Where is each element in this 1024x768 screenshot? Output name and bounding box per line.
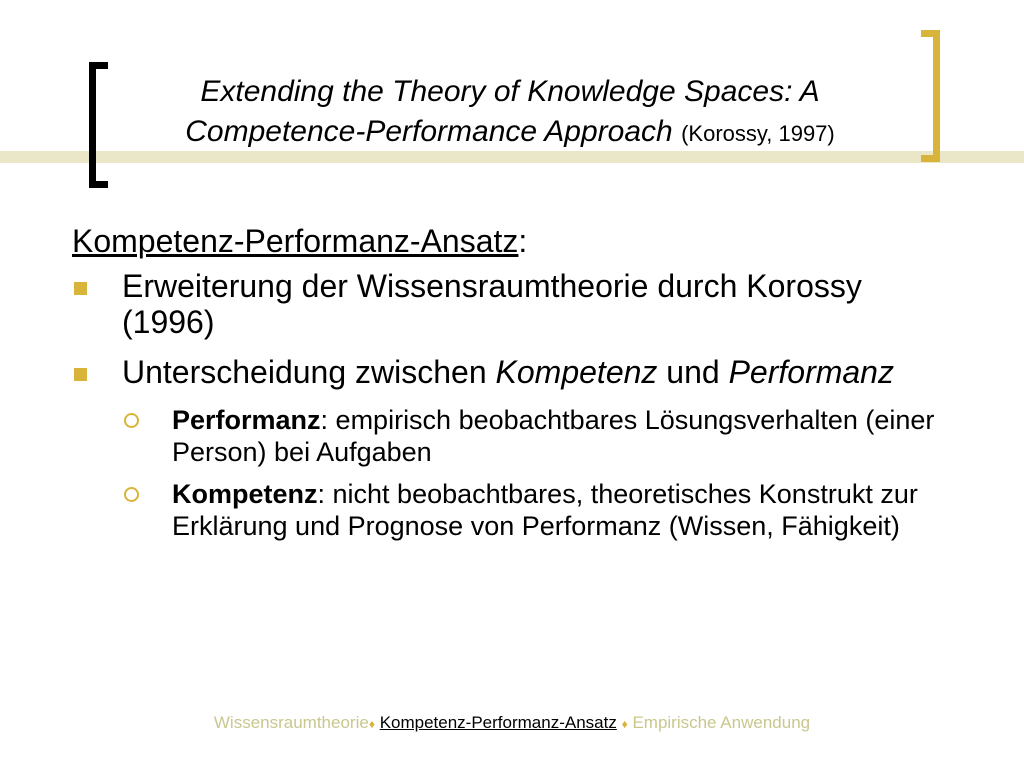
bullet-item-2-middle: und bbox=[657, 354, 729, 390]
subbullet-item-2-term: Kompetenz bbox=[172, 479, 318, 509]
circle-bullet-icon bbox=[124, 487, 139, 502]
bullet-item-1-text: Erweiterung der Wissensraumtheorie durch Korossy (1996) bbox=[122, 268, 862, 340]
diamond-separator-icon: ♦ bbox=[621, 717, 628, 731]
bullet-item-2-performanz: Performanz bbox=[728, 354, 894, 390]
square-bullet-icon bbox=[74, 282, 87, 295]
title-line-1: Extending the Theory of Knowledge Spaces: A bbox=[200, 75, 820, 108]
footer-link-wissensraumtheorie[interactable]: Wissensraumtheorie bbox=[213, 713, 369, 732]
title-citation: (Korossy, 1997) bbox=[681, 121, 835, 146]
section-heading-colon: : bbox=[518, 223, 528, 259]
bullet-item-2-kompetenz: Kompetenz bbox=[495, 354, 658, 390]
slide-title bbox=[100, 72, 920, 154]
circle-bullet-icon bbox=[124, 413, 139, 428]
diamond-separator-icon: ♦ bbox=[368, 717, 375, 731]
subbullet-item-1-text: : empirisch beobachtbares Lösungsverhalten (einer Person) bei Aufgaben bbox=[172, 405, 935, 467]
square-bullet-icon bbox=[74, 368, 87, 381]
subbullet-item-2-text: : nicht beobachtbares, theoretisches Konstrukt zur Erklärung und Prognose von Performanz (Wissen, Fähigkeit) bbox=[172, 479, 918, 541]
bullet-item-1 bbox=[72, 268, 952, 340]
right-bracket-decoration bbox=[921, 30, 940, 162]
title-line-2: Competence-Performance Approach bbox=[185, 115, 673, 148]
footer-link-empirische-anwendung[interactable]: Empirische Anwendung bbox=[632, 713, 811, 732]
subbullet-item-1-term: Performanz bbox=[172, 405, 321, 435]
footer-link-kompetenz-performanz-ansatz[interactable]: Kompetenz-Performanz-Ansatz bbox=[379, 713, 617, 732]
bullet-item-2-prefix: Unterscheidung zwischen bbox=[122, 354, 496, 390]
subbullet-item-2 bbox=[72, 478, 952, 542]
slide-body bbox=[72, 222, 952, 552]
footer-navigation bbox=[0, 713, 1024, 733]
bullet-item-2 bbox=[72, 354, 952, 390]
section-heading-text: Kompetenz-Performanz-Ansatz bbox=[72, 223, 519, 259]
section-heading bbox=[72, 222, 952, 260]
subbullet-item-1 bbox=[72, 404, 952, 468]
